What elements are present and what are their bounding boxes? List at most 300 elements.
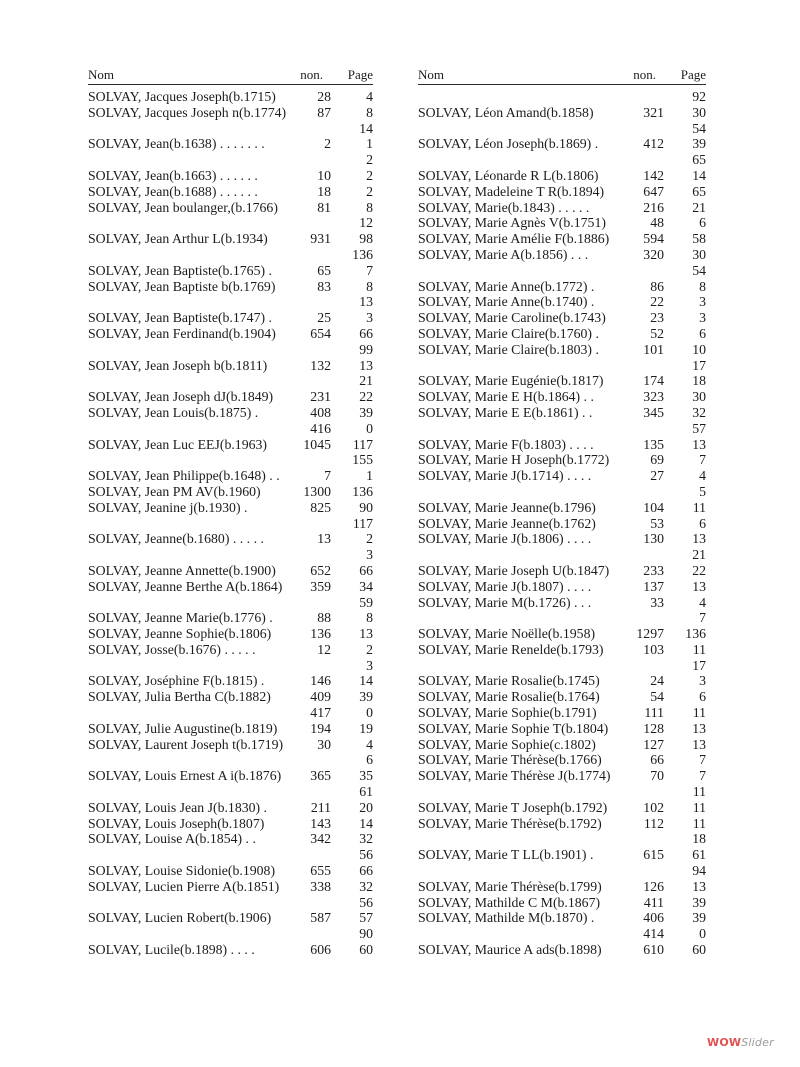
entry-number: 81 [317, 199, 331, 215]
entry-page: 54 [692, 262, 706, 278]
entry-name: SOLVAY, Julie Augustine(b.1819) [88, 720, 278, 736]
entry-page: 2 [366, 183, 373, 199]
entry-name: SOLVAY, Jean Joseph b(b.1811) [88, 357, 268, 373]
entry-page: 65 [692, 152, 706, 168]
entry-page: 32 [692, 404, 706, 420]
entry-number: 146 [310, 673, 331, 689]
entry-number: 408 [310, 404, 331, 420]
entry-name: SOLVAY, Marie T LL(b.1901) . [418, 847, 594, 863]
header-nom: Nom [88, 67, 114, 82]
index-entry [418, 421, 706, 437]
entry-name: SOLVAY, Marie Anne(b.1772) . [418, 278, 595, 294]
index-entries-left [88, 89, 373, 958]
entry-number: 52 [650, 325, 664, 341]
index-entry [88, 358, 373, 374]
index-entry [418, 358, 706, 374]
entry-name: SOLVAY, Marie Eugénie(b.1817) [418, 373, 604, 389]
index-entry [88, 484, 373, 500]
entry-page: 18 [692, 831, 706, 847]
entry-name: SOLVAY, Marie Thérèse(b.1766) [418, 752, 602, 768]
entry-page: 0 [366, 420, 373, 436]
entry-page: 21 [359, 373, 373, 389]
entry-name: SOLVAY, Marie(b.1843) . . . . . [418, 199, 590, 215]
entry-page: 61 [692, 847, 706, 863]
entry-page: 21 [692, 199, 706, 215]
index-entry [418, 942, 706, 958]
entry-page: 65 [692, 183, 706, 199]
entry-page: 4 [366, 89, 373, 104]
entry-name: SOLVAY, Madeleine T R(b.1894) [418, 183, 605, 199]
entry-number: 27 [650, 468, 664, 484]
index-entry [418, 89, 706, 105]
index-entry [88, 121, 373, 137]
index-entry [88, 910, 373, 926]
entry-number: 338 [310, 878, 331, 894]
index-entry [418, 784, 706, 800]
entry-number: 12 [317, 641, 331, 657]
index-entry [418, 879, 706, 895]
entry-name: SOLVAY, Lucien Pierre A(b.1851) [88, 878, 280, 894]
index-entry [88, 136, 373, 152]
index-entry [418, 136, 706, 152]
entry-number: 216 [643, 199, 664, 215]
entry-page: 136 [685, 626, 706, 642]
entry-name: SOLVAY, Marie J(b.1806) . . . . [418, 531, 592, 547]
index-entry [88, 89, 373, 105]
entry-number: 1300 [303, 483, 331, 499]
entry-number: 132 [310, 357, 331, 373]
entry-number: 610 [643, 942, 664, 958]
entry-number: 25 [317, 310, 331, 326]
entry-page: 1 [366, 468, 373, 484]
entry-page: 61 [359, 784, 373, 800]
entry-number: 654 [310, 325, 331, 341]
entry-name: SOLVAY, Marie A(b.1856) . . . [418, 246, 589, 262]
entry-page: 59 [359, 594, 373, 610]
entry-name: SOLVAY, Jean PM AV(b.1960) [88, 483, 261, 499]
index-entry [418, 689, 706, 705]
entry-page: 10 [692, 341, 706, 357]
index-entry [88, 831, 373, 847]
entry-number: 406 [643, 910, 664, 926]
entry-name: SOLVAY, Mathilde C M(b.1867) [418, 894, 601, 910]
entry-name: SOLVAY, Marie J(b.1807) . . . . [418, 578, 592, 594]
index-entry [418, 500, 706, 516]
entry-name: SOLVAY, Marie Sophie(b.1791) [418, 705, 597, 721]
entry-page: 32 [359, 878, 373, 894]
entry-page: 57 [692, 420, 706, 436]
index-entry [418, 468, 706, 484]
index-entry [88, 689, 373, 705]
index-entry [418, 231, 706, 247]
entry-page: 13 [692, 878, 706, 894]
entry-name: SOLVAY, Louis Joseph(b.1807) [88, 815, 265, 831]
entry-page: 11 [692, 641, 706, 657]
entry-page: 58 [692, 231, 706, 247]
entry-page: 7 [699, 752, 706, 768]
entry-number: 48 [650, 215, 664, 231]
entry-page: 6 [699, 689, 706, 705]
entry-page: 6 [366, 752, 373, 768]
entry-number: 137 [643, 578, 664, 594]
entry-number: 211 [310, 799, 331, 815]
entry-page: 11 [692, 815, 706, 831]
entry-name: SOLVAY, Lucien Robert(b.1906) [88, 910, 272, 926]
index-entry [88, 737, 373, 753]
index-entry [88, 595, 373, 611]
entry-number: 87 [317, 104, 331, 120]
entry-number: 825 [310, 499, 331, 515]
entry-number: 86 [650, 278, 664, 294]
entry-number: 417 [310, 705, 331, 721]
entry-number: 111 [644, 705, 664, 721]
entry-name: SOLVAY, Marie Claire(b.1760) . [418, 325, 599, 341]
entry-page: 34 [359, 578, 373, 594]
entry-page: 117 [352, 515, 373, 531]
index-entry [418, 673, 706, 689]
entry-name: SOLVAY, Jeanne Sophie(b.1806) [88, 626, 272, 642]
index-entry [88, 184, 373, 200]
entry-name: SOLVAY, Marie Thérèse(b.1799) [418, 878, 602, 894]
index-entry [418, 926, 706, 942]
entry-page: 22 [359, 389, 373, 405]
entry-page: 30 [692, 104, 706, 120]
entry-number: 416 [310, 420, 331, 436]
index-entry [88, 421, 373, 437]
entry-name: SOLVAY, Jeanne Marie(b.1776) . [88, 610, 273, 626]
index-entry [418, 452, 706, 468]
entry-name: SOLVAY, Jean Baptiste(b.1747) . [88, 310, 272, 326]
index-entry [418, 737, 706, 753]
index-entry [88, 610, 373, 626]
index-entry [88, 800, 373, 816]
column-header [88, 68, 373, 85]
entry-number: 88 [317, 610, 331, 626]
entry-number: 70 [650, 768, 664, 784]
entry-page: 13 [359, 357, 373, 373]
index-entry [418, 279, 706, 295]
index-entry [88, 452, 373, 468]
entry-number: 652 [310, 562, 331, 578]
index-entry [88, 673, 373, 689]
index-entry [418, 516, 706, 532]
entry-number: 83 [317, 278, 331, 294]
index-entry [88, 342, 373, 358]
entry-page: 21 [692, 547, 706, 563]
entry-page: 39 [359, 404, 373, 420]
index-entry [418, 121, 706, 137]
index-entry [418, 863, 706, 879]
index-entry [418, 326, 706, 342]
entry-name: SOLVAY, Joséphine F(b.1815) . [88, 673, 265, 689]
entry-page: 13 [359, 294, 373, 310]
entry-name: SOLVAY, Jean Joseph dJ(b.1849) [88, 389, 274, 405]
header-non: non. [633, 67, 656, 82]
entry-name: SOLVAY, Marie T Joseph(b.1792) [418, 799, 608, 815]
entry-number: 22 [650, 294, 664, 310]
entry-page: 8 [366, 610, 373, 626]
entry-name: SOLVAY, Marie E H(b.1864) . . [418, 389, 594, 405]
index-entry [88, 658, 373, 674]
entry-page: 35 [359, 768, 373, 784]
index-entry [88, 152, 373, 168]
entry-page: 3 [366, 547, 373, 563]
index-entry [418, 768, 706, 784]
index-entry [418, 484, 706, 500]
entry-number: 53 [650, 515, 664, 531]
entry-name: SOLVAY, Jean Luc EEJ(b.1963) [88, 436, 267, 452]
entry-page: 18 [692, 373, 706, 389]
index-entry [418, 247, 706, 263]
entry-number: 647 [643, 183, 664, 199]
index-entry [88, 895, 373, 911]
entry-name: SOLVAY, Maurice A ads(b.1898) [418, 942, 602, 958]
entry-page: 3 [699, 673, 706, 689]
index-entry [418, 800, 706, 816]
entry-name: SOLVAY, Marie Rosalie(b.1745) [418, 673, 600, 689]
entry-page: 56 [359, 847, 373, 863]
index-entry [418, 610, 706, 626]
entry-page: 3 [366, 310, 373, 326]
entry-page: 8 [366, 199, 373, 215]
entry-page: 12 [359, 215, 373, 231]
index-entry [418, 816, 706, 832]
entry-name: SOLVAY, Jean Arthur L(b.1934) [88, 231, 268, 247]
index-entry [418, 531, 706, 547]
index-entry [88, 294, 373, 310]
index-entry [88, 389, 373, 405]
entry-name: SOLVAY, Marie Sophie(c.1802) [418, 736, 596, 752]
entry-page: 8 [366, 278, 373, 294]
entry-page: 0 [366, 705, 373, 721]
index-entry [418, 910, 706, 926]
entry-name: SOLVAY, Marie Anne(b.1740) . [418, 294, 595, 310]
entry-name: SOLVAY, Marie F(b.1803) . . . . [418, 436, 594, 452]
index-entry [88, 626, 373, 642]
entry-name: SOLVAY, Marie Claire(b.1803) . [418, 341, 599, 357]
entry-number: 320 [643, 246, 664, 262]
entry-number: 323 [643, 389, 664, 405]
index-entry [418, 168, 706, 184]
entry-number: 135 [643, 436, 664, 452]
index-entry [88, 942, 373, 958]
entry-page: 2 [366, 531, 373, 547]
index-entry [418, 595, 706, 611]
entry-name: SOLVAY, Marie J(b.1714) . . . . [418, 468, 592, 484]
index-entry [88, 326, 373, 342]
entry-number: 615 [643, 847, 664, 863]
entry-page: 1 [366, 136, 373, 152]
entry-page: 8 [366, 104, 373, 120]
entry-page: 32 [359, 831, 373, 847]
entry-number: 411 [643, 894, 664, 910]
index-entry [418, 831, 706, 847]
entry-page: 54 [692, 120, 706, 136]
entry-name: SOLVAY, Jean(b.1663) . . . . . . [88, 167, 258, 183]
entry-name: SOLVAY, Lucile(b.1898) . . . . [88, 942, 255, 958]
entry-number: 127 [643, 736, 664, 752]
index-entry [88, 200, 373, 216]
entry-page: 13 [692, 736, 706, 752]
entry-page: 11 [692, 784, 706, 800]
entry-name: SOLVAY, Marie Caroline(b.1743) [418, 310, 606, 326]
entry-page: 39 [359, 689, 373, 705]
header-nom: Nom [418, 67, 444, 82]
entry-number: 174 [643, 373, 664, 389]
entry-number: 103 [643, 641, 664, 657]
entry-page: 6 [699, 215, 706, 231]
entry-name: SOLVAY, Jean Philippe(b.1648) . . [88, 468, 280, 484]
entry-page: 14 [359, 120, 373, 136]
entry-page: 136 [352, 246, 373, 262]
index-entry [418, 200, 706, 216]
entry-name: SOLVAY, Marie Rosalie(b.1764) [418, 689, 600, 705]
index-entries-right [418, 89, 706, 958]
index-entry [418, 847, 706, 863]
entry-page: 39 [692, 894, 706, 910]
entry-number: 931 [310, 231, 331, 247]
entry-page: 66 [359, 863, 373, 879]
index-entry [418, 215, 706, 231]
entry-name: SOLVAY, Jacques Joseph n(b.1774) [88, 104, 287, 120]
entry-number: 130 [643, 531, 664, 547]
entry-page: 66 [359, 562, 373, 578]
entry-page: 2 [366, 167, 373, 183]
watermark [707, 1036, 774, 1049]
index-entry [418, 105, 706, 121]
entry-name: SOLVAY, Louise A(b.1854) . . [88, 831, 256, 847]
entry-page: 4 [366, 736, 373, 752]
index-entry [88, 437, 373, 453]
entry-page: 11 [692, 705, 706, 721]
entry-name: SOLVAY, Marie Jeanne(b.1796) [418, 499, 596, 515]
index-entry [418, 437, 706, 453]
entry-page: 3 [366, 657, 373, 673]
entry-name: SOLVAY, Jean(b.1688) . . . . . . [88, 183, 258, 199]
entry-page: 98 [359, 231, 373, 247]
entry-number: 2 [324, 136, 331, 152]
entry-number: 128 [643, 720, 664, 736]
entry-page: 7 [699, 768, 706, 784]
entry-page: 4 [699, 468, 706, 484]
entry-number: 112 [643, 815, 664, 831]
index-entry [88, 563, 373, 579]
entry-page: 14 [692, 167, 706, 183]
entry-number: 66 [650, 752, 664, 768]
entry-page: 99 [359, 341, 373, 357]
entry-page: 14 [359, 673, 373, 689]
entry-page: 7 [366, 262, 373, 278]
index-entry [418, 563, 706, 579]
index-entry [418, 547, 706, 563]
entry-page: 5 [699, 483, 706, 499]
entry-page: 0 [699, 926, 706, 942]
entry-number: 142 [643, 167, 664, 183]
entry-page: 2 [366, 152, 373, 168]
entry-number: 30 [317, 736, 331, 752]
index-entry [88, 847, 373, 863]
entry-number: 69 [650, 452, 664, 468]
entry-number: 606 [310, 942, 331, 958]
entry-name: SOLVAY, Marie E E(b.1861) . . [418, 404, 593, 420]
entry-name: SOLVAY, Marie Agnès V(b.1751) [418, 215, 606, 231]
entry-number: 10 [317, 167, 331, 183]
entry-page: 56 [359, 894, 373, 910]
index-entry [88, 468, 373, 484]
index-entry [418, 721, 706, 737]
entry-number: 594 [643, 231, 664, 247]
index-entry [418, 389, 706, 405]
entry-name: SOLVAY, Marie Noëlle(b.1958) [418, 626, 596, 642]
entry-name: SOLVAY, Jeanne(b.1680) . . . . . [88, 531, 264, 547]
entry-name: SOLVAY, Marie Renelde(b.1793) [418, 641, 604, 657]
entry-number: 412 [643, 136, 664, 152]
entry-number: 7 [324, 468, 331, 484]
entry-page: 39 [692, 136, 706, 152]
entry-page: 92 [692, 89, 706, 104]
entry-number: 321 [643, 104, 664, 120]
index-entry [88, 721, 373, 737]
index-entry [88, 231, 373, 247]
entry-name: SOLVAY, Louis Ernest A i(b.1876) [88, 768, 282, 784]
entry-name: SOLVAY, Léonarde R L(b.1806) [418, 167, 599, 183]
entry-page: 22 [692, 562, 706, 578]
index-entry [418, 263, 706, 279]
index-entry [418, 658, 706, 674]
entry-page: 60 [692, 942, 706, 958]
entry-number: 655 [310, 863, 331, 879]
index-entry [88, 373, 373, 389]
entry-number: 1297 [636, 626, 664, 642]
index-entry [88, 926, 373, 942]
index-entry [88, 705, 373, 721]
index-entry [88, 784, 373, 800]
entry-number: 587 [310, 910, 331, 926]
watermark-brand: WOW [707, 1036, 742, 1049]
index-entry [418, 373, 706, 389]
entry-number: 1045 [303, 436, 331, 452]
header-page: Page [347, 67, 373, 82]
entry-page: 3 [699, 294, 706, 310]
index-entry [88, 879, 373, 895]
entry-name: SOLVAY, Marie Amélie F(b.1886) [418, 231, 610, 247]
entry-name: SOLVAY, Jeanne Annette(b.1900) [88, 562, 276, 578]
entry-page: 13 [692, 531, 706, 547]
index-entry [418, 342, 706, 358]
index-entry [88, 579, 373, 595]
index-entry [88, 516, 373, 532]
entry-page: 66 [359, 325, 373, 341]
entry-page: 4 [699, 594, 706, 610]
entry-name: SOLVAY, Marie Thérèse(b.1792) [418, 815, 602, 831]
entry-number: 65 [317, 262, 331, 278]
index-entry [418, 626, 706, 642]
entry-name: SOLVAY, Jeanine j(b.1930) . [88, 499, 248, 515]
entry-number: 104 [643, 499, 664, 515]
entry-page: 136 [352, 483, 373, 499]
index-column-left [88, 68, 373, 958]
column-header [418, 68, 706, 85]
entry-page: 7 [699, 452, 706, 468]
entry-name: SOLVAY, Julia Bertha C(b.1882) [88, 689, 271, 705]
entry-page: 13 [359, 626, 373, 642]
entry-name: SOLVAY, Louise Sidonie(b.1908) [88, 863, 276, 879]
index-entry [418, 752, 706, 768]
entry-name: SOLVAY, Marie Thérèse J(b.1774) [418, 768, 611, 784]
entry-page: 13 [692, 578, 706, 594]
entry-page: 60 [359, 942, 373, 958]
index-entry [418, 579, 706, 595]
